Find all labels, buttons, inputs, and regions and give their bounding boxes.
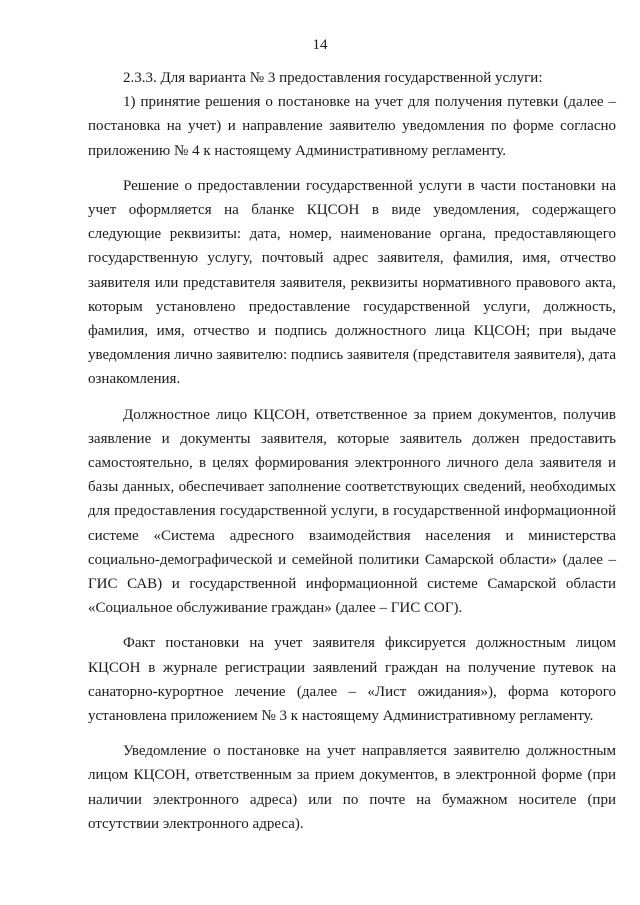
paragraph-notification-delivery: Уведомление о постановке на учет направляется заявителю должностным лицом КЦСОН, ответственным за прием документов, в электронной форме (при наличии электронного адреса) или по почте на бумажном носителе (при отсутствии электронного адреса). [88, 743, 616, 832]
paragraph-decision-form: Решение о предоставлении государственной услуги в части постановки на учет оформляется на бланке КЦСОН в виде уведомления, содержащего следующие реквизиты: дата, номер, наименование органа, предоставляющего государственную услугу, почтовый адрес заявителя, фамилия, имя, отчество заявителя или представителя заявителя, реквизиты нормативного правового акта, которым установлено предоставление государственной услуги, должность, фамилия, имя, отчество и подпись должностного лица КЦСОН; при выдаче уведомления лично заявителю: подпись заявителя (представителя заявителя), дата ознакомления. [88, 177, 616, 388]
paragraph-registration-fact: Факт постановки на учет заявителя фиксируется должностным лицом КЦСОН в журнале регистрации заявлений граждан на получение путевок на санаторно-курортное лечение (далее – «Лист ожидания»), форма которого установлена приложением № 3 к настоящему Административному регламенту. [88, 635, 616, 725]
paragraph-decision-item: 1) принятие решения о постановке на учет для получения путевки (далее – постановка на учет) и направление заявителю уведомления по форме согласно приложению № 4 к настоящему Административному регламенту. [88, 94, 616, 159]
document-body [88, 66, 616, 836]
section-heading: 2.3.3. Для варианта № 3 предоставления государственной услуги: [123, 70, 543, 86]
paragraph-official-actions: Должностное лицо КЦСОН, ответственное за прием документов, получив заявление и документы заявителя, которые заявитель должен предоставить самостоятельно, в целях формирования электронного личного дела заявителя и базы данных, обеспечивает заполнение соответствующих сведений, необходимых для предоставления государственной услуги, в государственной информационной системе «Система адресного взаимодействия населения и министерства социально-демографической и семейной политики Самарской области» (далее – ГИС САВ) и государственной информационной системе Самарской области «Социальное обслуживание граждан» (далее – ГИС СОГ). [88, 406, 616, 617]
page-number: 14 [312, 37, 328, 53]
